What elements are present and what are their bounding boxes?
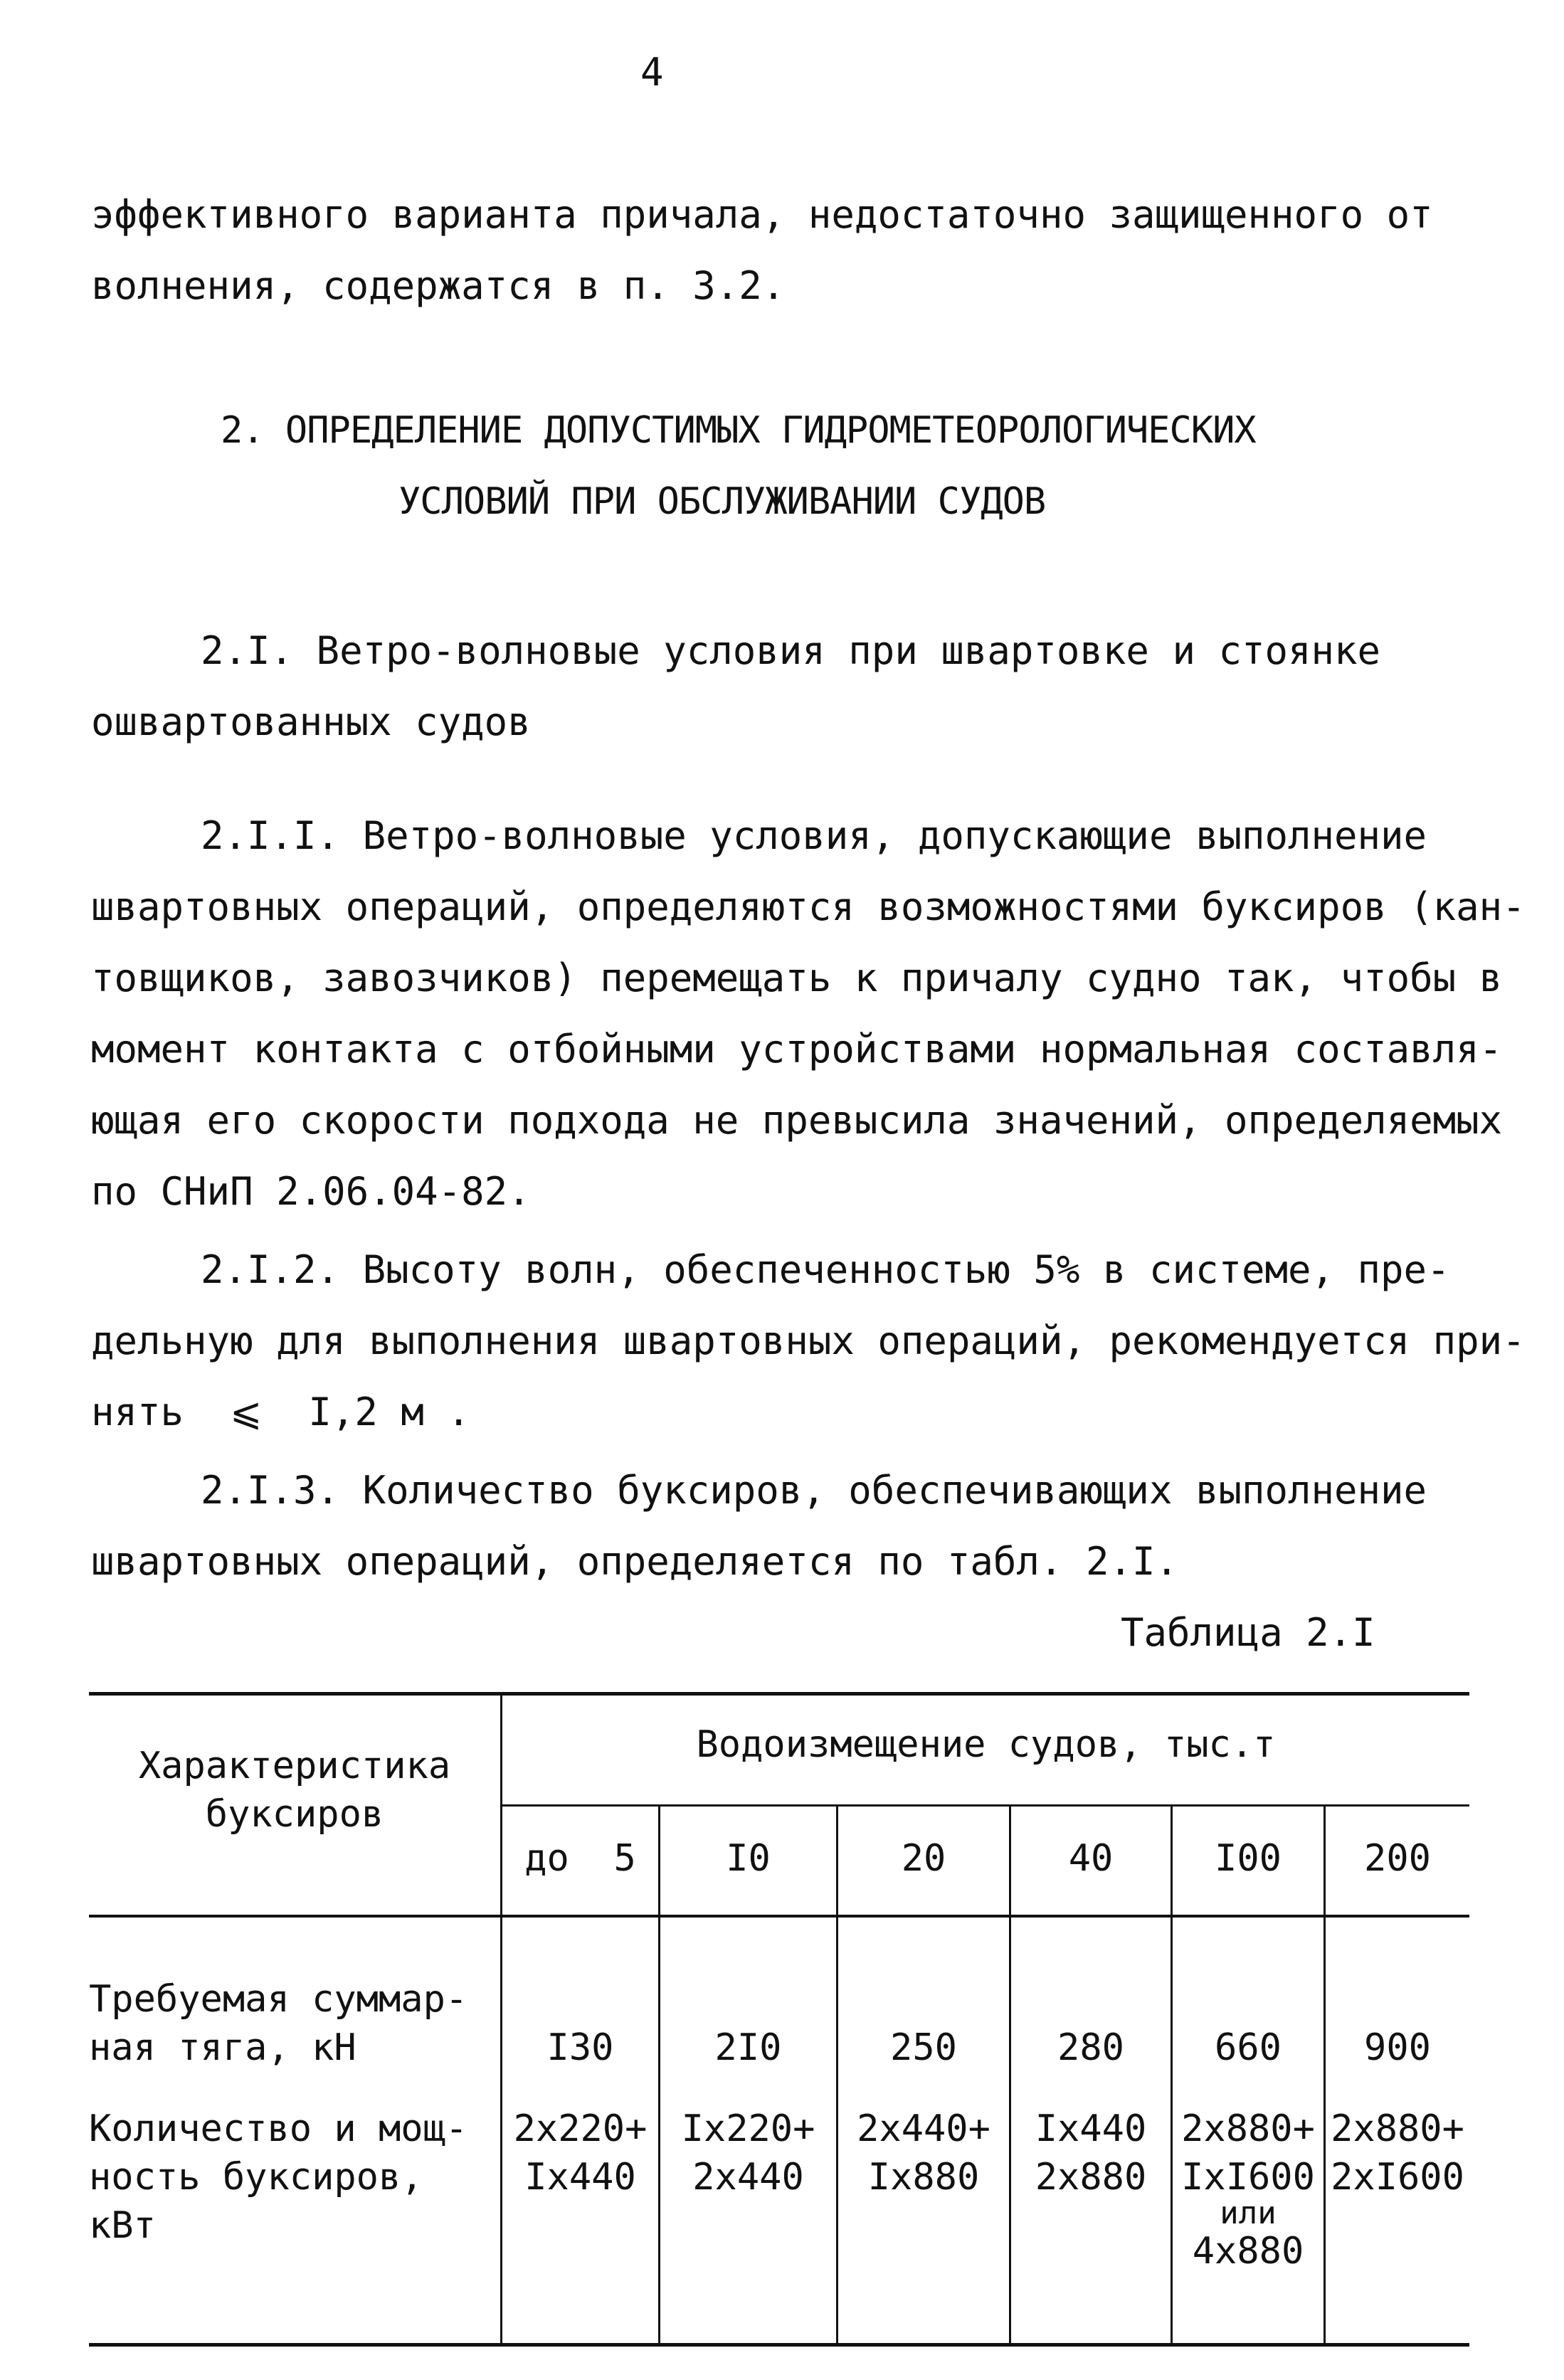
header-left-line-1: Характеристика — [138, 1745, 451, 1787]
page-number: 4 — [640, 50, 664, 95]
table-caption: Таблица 2.I — [1121, 1610, 1375, 1655]
row1-value-4: 280 — [1057, 2026, 1124, 2069]
section-title-line-1: 2. ОПРЕДЕЛЕНИЕ ДОПУСТИМЫХ ГИДРОМЕТЕОРОЛОГИЧЕСКИХ — [221, 409, 1256, 452]
row2-value-5-line-4: 4x880 — [1192, 2230, 1304, 2273]
p212-line-2: дельную для выполнения швартовных операций, рекомендуется при- — [91, 1318, 1526, 1363]
col-header-1: до 5 — [524, 1837, 636, 1880]
row2-label-line-1: Количество и мощ- — [89, 2107, 468, 2150]
row1-label-line-2: ная тяга, кН — [89, 2026, 356, 2069]
p213-line-1: 2.I.3. Количество буксиров, обеспечивающих выполнение — [201, 1468, 1427, 1513]
subsection-line-1: 2.I. Ветро-волновые условия при швартовке и стоянке — [201, 628, 1381, 673]
intro-line-1: эффективного варианта причала, недостаточно защищенного от — [91, 192, 1433, 237]
row1-value-3: 250 — [890, 2026, 957, 2069]
row2-value-1-line-1: 2x220+ — [513, 2107, 648, 2150]
row2-value-4-line-2: 2x880 — [1035, 2156, 1147, 2199]
p211-line-6: по СНиП 2.06.04-82. — [91, 1169, 531, 1214]
p211-line-4: момент контакта с отбойными устройствами нормальная составля- — [91, 1027, 1503, 1072]
p211-line-2: швартовных операций, определяются возможностями буксиров (кан- — [91, 884, 1526, 929]
table-top-rule — [89, 1692, 1469, 1696]
p211-line-3: товщиков, завозчиков) перемещать к причалу судно так, чтобы в — [91, 956, 1503, 1000]
row2-value-6-line-1: 2x880+ — [1331, 2107, 1464, 2150]
col-header-4: 40 — [1068, 1837, 1114, 1880]
col-header-2: I0 — [726, 1837, 771, 1880]
row1-value-5: 660 — [1215, 2026, 1282, 2069]
row1-label-line-1: Требуемая суммар- — [89, 1978, 468, 2021]
table-vline-0 — [500, 1692, 502, 2347]
row2-label-line-3: кВт — [89, 2204, 156, 2247]
row2-label-line-2: ность буксиров, — [89, 2156, 423, 2199]
row2-value-5-line-3: или — [1220, 2195, 1277, 2231]
row1-value-1: I30 — [546, 2026, 614, 2069]
p213-line-2: швартовных операций, определяется по табл. 2.I. — [91, 1539, 1179, 1584]
table-vline-3 — [1009, 1804, 1011, 2347]
row2-value-1-line-2: Ix440 — [524, 2156, 636, 2199]
col-header-5: I00 — [1215, 1837, 1282, 1880]
row2-value-3-line-1: 2x440+ — [857, 2107, 990, 2150]
row2-value-2-line-1: Ix220+ — [681, 2107, 815, 2150]
intro-line-2: волнения, содержатся в п. 3.2. — [91, 263, 786, 308]
p211-line-5: ющая его скорости подхода не превысила значений, определяемых — [91, 1098, 1503, 1143]
row1-value-2: 2I0 — [714, 2026, 782, 2069]
row2-value-4-line-1: Ix440 — [1035, 2107, 1147, 2150]
row2-value-5-line-2: IxI600 — [1181, 2156, 1315, 2199]
table-2-1 — [89, 1692, 1469, 2354]
row1-value-6: 900 — [1364, 2026, 1431, 2069]
header-group: Водоизмещение судов, тыс.т — [696, 1723, 1276, 1766]
table-bottom-rule — [89, 2343, 1469, 2347]
table-vline-2 — [836, 1804, 838, 2347]
table-vline-1 — [658, 1804, 660, 2347]
section-title-line-2: УСЛОВИЙ ПРИ ОБСЛУЖИВАНИИ СУДОВ — [398, 480, 1046, 523]
row2-value-6-line-2: 2xI600 — [1331, 2156, 1464, 2199]
col-header-3: 20 — [901, 1837, 946, 1880]
row2-value-2-line-2: 2x440 — [692, 2156, 804, 2199]
p211-line-1: 2.I.I. Ветро-волновые условия, допускающие выполнение — [201, 813, 1427, 858]
header-left-line-2: буксиров — [205, 1793, 384, 1836]
subsection-line-2: ошвартованных судов — [91, 699, 531, 744]
p212-line-1: 2.I.2. Высоту волн, обеспеченностью 5% в системе, пре- — [201, 1247, 1450, 1292]
row2-value-5-line-1: 2x880+ — [1181, 2107, 1315, 2150]
p212-line-3: нять ⩽ I,2 м . — [91, 1390, 470, 1434]
table-vline-5 — [1323, 1804, 1326, 2347]
row2-value-3-line-2: Ix880 — [867, 2156, 980, 2199]
table-header-rule — [89, 1915, 1469, 1918]
col-header-6: 200 — [1364, 1837, 1431, 1880]
